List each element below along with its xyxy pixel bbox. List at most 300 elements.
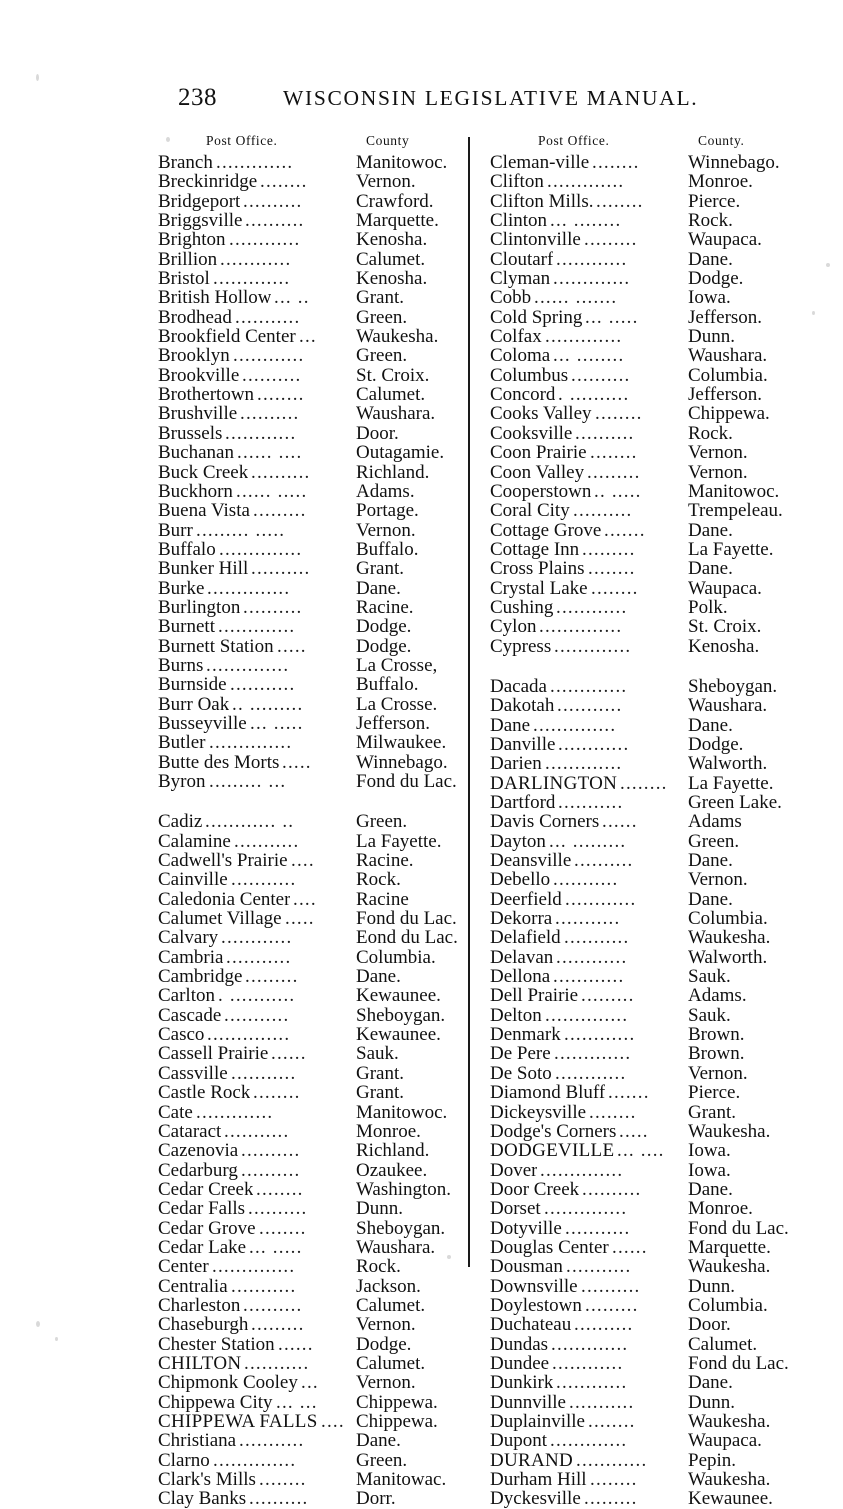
directory-entry	[158, 308, 458, 327]
county-name: Columbia.	[688, 1294, 768, 1316]
dot-leader: .....	[282, 752, 312, 772]
directory-entry	[158, 986, 458, 1005]
dot-leader: ... ........	[553, 346, 625, 366]
dot-leader: ........	[589, 1102, 637, 1122]
county-name: Calumet.	[688, 1333, 758, 1355]
post-office-name: Door Creek	[490, 1179, 580, 1200]
dot-leader: .......	[604, 520, 646, 540]
dot-leader: ............	[558, 734, 630, 755]
directory-entry	[158, 1025, 458, 1044]
dot-leader: ..........	[249, 1489, 309, 1509]
county-name: Grant.	[356, 287, 405, 309]
post-office-name: Dundee	[490, 1353, 550, 1374]
post-office-name: Burnside	[158, 675, 227, 695]
dot-leader: ............	[229, 230, 301, 250]
directory-entry	[490, 617, 790, 636]
post-office-name: CHIPPEWA FALLS	[158, 1412, 318, 1432]
county-name: Vernon.	[356, 519, 416, 541]
county-name: Rock.	[688, 422, 733, 444]
post-office-name: Cross Plains	[490, 559, 585, 579]
post-office-name: Clay Banks	[158, 1489, 247, 1509]
directory-entry	[158, 1141, 458, 1160]
directory-entry	[158, 579, 458, 598]
directory-entry	[490, 1431, 790, 1450]
directory-entry	[158, 327, 458, 346]
county-name: Calumet.	[356, 1294, 426, 1316]
county-name: Sheboygan.	[356, 1217, 446, 1239]
dot-leader: ..........	[243, 1295, 303, 1316]
directory-entry	[158, 948, 458, 967]
directory-entry	[158, 1122, 458, 1141]
county-name: Walworth.	[688, 946, 768, 968]
dot-leader: .............	[554, 636, 632, 656]
dot-leader: ...........	[569, 1392, 635, 1412]
dot-leader: ..............	[209, 733, 293, 753]
post-office-name: Cedar Creek	[158, 1179, 254, 1200]
directory-entry	[158, 1412, 458, 1431]
dot-leader: .........	[585, 1295, 639, 1316]
dot-leader: ...........	[553, 870, 619, 890]
county-name: Kenosha.	[688, 635, 760, 657]
post-office-name: Clifton	[490, 172, 544, 192]
column-divider	[468, 137, 470, 1267]
directory-entry	[490, 1006, 790, 1025]
post-office-name: Chaseburgh	[158, 1315, 249, 1335]
dot-leader: ..........	[245, 211, 305, 231]
directory-entry	[490, 327, 790, 346]
dot-leader: ........	[588, 1412, 636, 1432]
post-office-name: Brookville	[158, 365, 240, 386]
directory-entry	[490, 211, 790, 230]
directory-entry	[158, 637, 458, 656]
post-office-name: Cambria	[158, 947, 224, 968]
dot-leader: ...	[299, 327, 317, 347]
post-office-name: Caledonia Center	[158, 889, 291, 910]
directory-entry	[158, 153, 458, 172]
post-office-name: Coon Valley	[490, 462, 585, 482]
dot-leader: ...........	[565, 1218, 631, 1238]
dot-leader: ...........	[239, 1431, 305, 1451]
post-office-name: Clark's Mills	[158, 1470, 256, 1490]
county-name: Dane.	[688, 558, 733, 580]
post-office-name: Buck Creek	[158, 462, 249, 482]
county-name: Washington.	[356, 1178, 452, 1200]
post-office-name: Casco	[158, 1025, 205, 1045]
county-name: Rock.	[356, 1256, 401, 1278]
post-office-name: Cadiz	[158, 812, 203, 832]
post-office-name: Center	[158, 1257, 209, 1277]
county-name: Jefferson.	[688, 306, 763, 328]
dot-leader: ............	[565, 889, 637, 910]
post-office-name: Deansville	[490, 851, 572, 871]
directory-entry	[158, 1006, 458, 1025]
county-name: Waukesha.	[688, 1469, 771, 1491]
post-office-name: Dyckesville	[490, 1489, 581, 1509]
dot-leader: ... .....	[250, 713, 304, 734]
directory-entry	[158, 1315, 458, 1334]
dot-leader: ..........	[581, 1276, 641, 1296]
post-office-name: Chipmonk Cooley	[158, 1373, 298, 1393]
county-name: Adams.	[356, 480, 415, 502]
dot-leader: .........	[587, 462, 641, 482]
directory-entry	[490, 443, 790, 462]
post-office-name: CHILTON	[158, 1353, 242, 1374]
dot-leader: ....	[321, 1412, 345, 1432]
directory-entry	[490, 540, 790, 559]
county-name: Dunn.	[688, 1275, 735, 1297]
directory-entry	[490, 735, 790, 754]
post-office-name: Brodhead	[158, 307, 232, 328]
post-office-name: Colfax	[490, 327, 542, 347]
directory-entry	[490, 192, 790, 211]
dot-leader: ..........	[582, 1179, 642, 1200]
dot-leader: .....	[277, 636, 307, 656]
post-office-name: Bridgeport	[158, 191, 241, 212]
directory-entry	[490, 812, 790, 831]
dot-leader: ..........	[571, 365, 631, 386]
county-name: Waupaca.	[688, 229, 762, 251]
directory-entry	[490, 1315, 790, 1334]
post-office-name: Cylon	[490, 617, 537, 637]
directory-entry	[158, 675, 458, 694]
dot-leader: ... ...	[276, 1392, 318, 1412]
county-name: Jackson.	[356, 1275, 421, 1297]
post-office-name: Cloutarf	[490, 249, 554, 270]
dot-leader: ............	[564, 1025, 636, 1045]
county-name: Columbia.	[356, 946, 436, 968]
dot-leader: ............	[555, 1063, 627, 1084]
column-header	[158, 133, 458, 153]
directory-entry	[490, 716, 790, 735]
directory-entry	[490, 1354, 790, 1373]
directory-entry	[158, 928, 458, 947]
county-name: Dorr.	[356, 1488, 396, 1509]
dot-leader: ..........	[243, 191, 303, 212]
dot-leader: ....	[293, 889, 317, 910]
dot-leader: ............	[556, 947, 628, 968]
post-office-name: Calumet Village	[158, 909, 282, 929]
directory-entry	[490, 424, 790, 443]
dot-leader: ...	[301, 1373, 319, 1393]
dot-leader: ...........	[558, 793, 624, 813]
directory-entry	[490, 230, 790, 249]
post-office-name: Danville	[490, 734, 556, 755]
dot-leader: .............	[545, 754, 623, 774]
dot-leader: ... ........	[550, 211, 622, 231]
county-name: Vernon.	[688, 869, 748, 891]
county-name: Brown.	[688, 1043, 745, 1065]
post-office-name: Cazenovia	[158, 1141, 239, 1161]
directory-entry	[490, 1219, 790, 1238]
directory-entry	[158, 1083, 458, 1102]
dot-leader: ..............	[533, 715, 617, 735]
county-name: Rock.	[356, 869, 401, 891]
post-office-name: Dundas	[490, 1334, 549, 1354]
county-name: Waukesha.	[356, 326, 439, 348]
dot-leader: ......... .....	[196, 520, 286, 540]
post-office-name: Dover	[490, 1160, 538, 1180]
directory-entry	[490, 1025, 790, 1044]
dot-leader: ... ....	[617, 1141, 665, 1161]
dot-leader: ...........	[235, 307, 301, 328]
county-name: Waupaca.	[688, 577, 762, 599]
directory-entry	[490, 463, 790, 482]
directory-entry	[490, 172, 790, 191]
directory-entry	[158, 540, 458, 559]
county-name: Vernon.	[688, 442, 748, 464]
directory-entry	[490, 1161, 790, 1180]
dot-leader: ..............	[207, 578, 291, 598]
dot-leader: ..........	[573, 501, 633, 521]
county-name: Dane.	[688, 1178, 733, 1200]
post-office-name: Cottage Grove	[490, 520, 602, 540]
dot-leader: ........	[253, 1083, 301, 1103]
directory-entry	[490, 1296, 790, 1315]
post-office-name: Buena Vista	[158, 501, 250, 521]
directory-entry	[490, 1451, 790, 1470]
county-name: Adams	[688, 811, 742, 833]
directory-entry	[158, 1238, 458, 1257]
directory-entry	[158, 192, 458, 211]
dot-leader: .. .....	[594, 481, 642, 502]
directory-entry	[490, 967, 790, 986]
post-office-name: Burlington	[158, 597, 241, 618]
county-name: Monroe.	[688, 1198, 753, 1220]
county-name: Vernon.	[688, 461, 748, 483]
directory-entry	[158, 1219, 458, 1238]
county-name: Dane.	[356, 966, 401, 988]
county-name: Sheboygan.	[356, 1004, 446, 1026]
directory-entry	[490, 1064, 790, 1083]
post-office-name: Clyman	[490, 269, 551, 289]
county-name: Chippewa.	[356, 1391, 438, 1413]
post-office-name: Dayton	[490, 831, 546, 852]
scan-speck	[447, 1255, 451, 1259]
directory-entry	[158, 385, 458, 404]
post-office-name: Dane	[490, 715, 531, 735]
dot-leader: ..............	[206, 655, 290, 676]
scan-speck	[812, 311, 815, 315]
county-name: Iowa.	[688, 287, 731, 309]
dot-leader: ............	[220, 249, 292, 270]
directory-entry	[490, 793, 790, 812]
directory-entry	[490, 1412, 790, 1431]
directory-entry	[158, 1064, 458, 1083]
post-office-name: Butler	[158, 733, 206, 753]
dot-leader: ..............	[540, 1160, 624, 1180]
county-name: Ozaukee.	[356, 1159, 428, 1181]
county-name: Racine.	[356, 596, 414, 618]
dot-leader: .....	[285, 909, 315, 929]
directory-entry	[158, 1431, 458, 1450]
directory-entry	[490, 1489, 790, 1508]
county-name: Kenosha.	[356, 268, 428, 290]
dot-leader: ..........	[242, 365, 302, 386]
directory-entry	[490, 1122, 790, 1141]
dot-leader: .............	[551, 1334, 629, 1354]
dot-leader: .............	[196, 1102, 274, 1122]
directory-entry	[158, 172, 458, 191]
dot-leader: ..............	[544, 1199, 628, 1219]
dot-leader: .....	[619, 1121, 649, 1142]
county-name: Dodge.	[356, 635, 412, 657]
dot-leader: ..........	[240, 404, 300, 424]
dot-leader: .........	[584, 1489, 638, 1509]
post-office-name: Cadwell's Prairie	[158, 851, 288, 871]
post-office-name: Calamine	[158, 831, 231, 852]
post-office-name: Dupont	[490, 1431, 547, 1451]
county-name: Marquette.	[356, 210, 439, 232]
dot-leader: .........	[584, 230, 638, 250]
dot-leader: ...........	[564, 928, 630, 948]
directory-entry	[158, 909, 458, 928]
post-office-name: Cedar Lake	[158, 1237, 247, 1258]
dot-leader: ...... .....	[236, 481, 308, 502]
dot-leader: ..............	[545, 1005, 629, 1026]
dot-leader: .............	[218, 617, 296, 637]
dot-leader: ..............	[212, 1257, 296, 1277]
county-name: Eond du Lac.	[356, 927, 458, 949]
dot-leader: .........	[245, 967, 299, 987]
county-name: Waukesha.	[688, 927, 771, 949]
county-name: Calumet.	[356, 384, 426, 406]
directory-entry	[158, 870, 458, 889]
county-name: Columbia.	[688, 364, 768, 386]
directory-entry	[158, 1180, 458, 1199]
county-header: County.	[698, 133, 745, 148]
post-office-name: Dacada	[490, 676, 547, 697]
dot-leader: .........	[253, 501, 307, 521]
dot-leader: .............	[213, 269, 291, 289]
directory-entry	[490, 928, 790, 947]
directory-column-left	[158, 133, 458, 1509]
directory-entry	[490, 754, 790, 773]
dot-leader: ...........	[230, 675, 296, 695]
dot-leader: ............	[556, 1373, 628, 1393]
dot-leader: ....	[291, 851, 315, 871]
county-name: Columbia.	[688, 908, 768, 930]
county-name: Monroe.	[356, 1120, 421, 1142]
dot-leader: ... ..	[274, 288, 310, 308]
directory-entry	[490, 1257, 790, 1276]
post-office-name: Dell Prairie	[490, 986, 579, 1006]
county-name: Dunn.	[688, 326, 735, 348]
county-name: Fond du Lac.	[356, 908, 457, 930]
directory-entry	[490, 1044, 790, 1063]
county-name: Dodge.	[356, 616, 412, 638]
post-office-name: Brookfield Center	[158, 327, 296, 347]
post-office-name: Centralia	[158, 1276, 228, 1296]
directory-entry	[158, 967, 458, 986]
dot-leader: ...........	[224, 1005, 290, 1026]
directory-entry	[490, 501, 790, 520]
directory-entry	[490, 1277, 790, 1296]
county-name: Waushara.	[356, 1236, 436, 1258]
dot-leader: ...........	[555, 909, 621, 929]
county-name: Green.	[356, 345, 408, 367]
post-office-name: Downsville	[490, 1276, 578, 1296]
dot-leader: .............	[547, 172, 625, 192]
dot-leader: ..............	[539, 617, 623, 637]
county-name: Dunn.	[688, 1391, 735, 1413]
directory-entry	[158, 1393, 458, 1412]
post-office-name: De Soto	[490, 1063, 552, 1084]
directory-entry	[490, 909, 790, 928]
county-name: Sauk.	[688, 1004, 731, 1026]
post-office-name: Concord	[490, 385, 556, 405]
post-office-name: Brooklyn	[158, 346, 230, 366]
post-office-name: Burke	[158, 578, 205, 598]
directory-entry	[490, 774, 790, 793]
post-office-name: Diamond Bluff	[490, 1083, 606, 1103]
directory-entry	[490, 986, 790, 1005]
letter-section-gap	[490, 656, 790, 677]
directory-entry	[490, 1103, 790, 1122]
post-office-name: Deerfield	[490, 889, 562, 910]
county-name: Dodge.	[688, 268, 744, 290]
post-office-name: Burr Oak	[158, 694, 230, 714]
post-office-name: British Hollow	[158, 288, 272, 308]
dot-leader: ..............	[207, 1025, 291, 1045]
post-office-name: Coloma	[490, 346, 551, 366]
post-office-name: Dodge's Corners	[490, 1121, 617, 1142]
county-name: La Fayette.	[356, 830, 442, 852]
county-name: Fond du Lac.	[356, 771, 457, 792]
county-name: Iowa.	[688, 1140, 731, 1162]
post-office-name: Butte des Morts	[158, 752, 280, 772]
dot-leader: ........	[620, 773, 668, 793]
post-office-name: Duchateau	[490, 1315, 572, 1335]
county-name: Buffalo.	[356, 538, 419, 560]
directory-entry	[158, 424, 458, 443]
dot-leader: ......	[602, 812, 638, 832]
dot-leader: ...........	[231, 1063, 297, 1084]
post-office-name: Bristol	[158, 269, 210, 289]
dot-leader: ...........	[224, 1121, 290, 1142]
post-office-name: Dekorra	[490, 909, 553, 929]
directory-entry	[158, 269, 458, 288]
county-name: Sauk.	[356, 1043, 399, 1065]
directory-entry	[490, 637, 790, 656]
county-name: Waushara.	[688, 345, 768, 367]
directory-column-right	[490, 133, 790, 1509]
directory-entry	[490, 948, 790, 967]
county-name: St. Croix.	[688, 616, 762, 638]
county-name: Waukesha.	[688, 1256, 771, 1278]
directory-entry	[490, 1141, 790, 1160]
post-office-name: Breckinridge	[158, 172, 258, 192]
directory-entry	[158, 772, 458, 791]
directory-entry	[158, 1354, 458, 1373]
dot-leader: ..........	[575, 423, 635, 444]
post-office-name: Cainville	[158, 870, 228, 890]
directory-entry	[490, 1335, 790, 1354]
directory-entry	[158, 812, 458, 831]
dot-leader: ........	[588, 559, 636, 579]
directory-entry	[490, 366, 790, 385]
dot-leader: ...........	[231, 870, 297, 890]
county-name: Crawford.	[356, 190, 434, 212]
dot-leader: .............	[216, 153, 294, 173]
post-office-name: Calvary	[158, 928, 219, 948]
county-name: Walworth.	[688, 753, 768, 775]
directory-entry	[158, 1103, 458, 1122]
dot-leader: . ..........	[558, 385, 630, 405]
county-name: Dodge.	[356, 1333, 412, 1355]
dot-leader: ........	[595, 404, 643, 424]
directory-entry	[490, 308, 790, 327]
county-name: Fond du Lac.	[688, 1217, 789, 1239]
